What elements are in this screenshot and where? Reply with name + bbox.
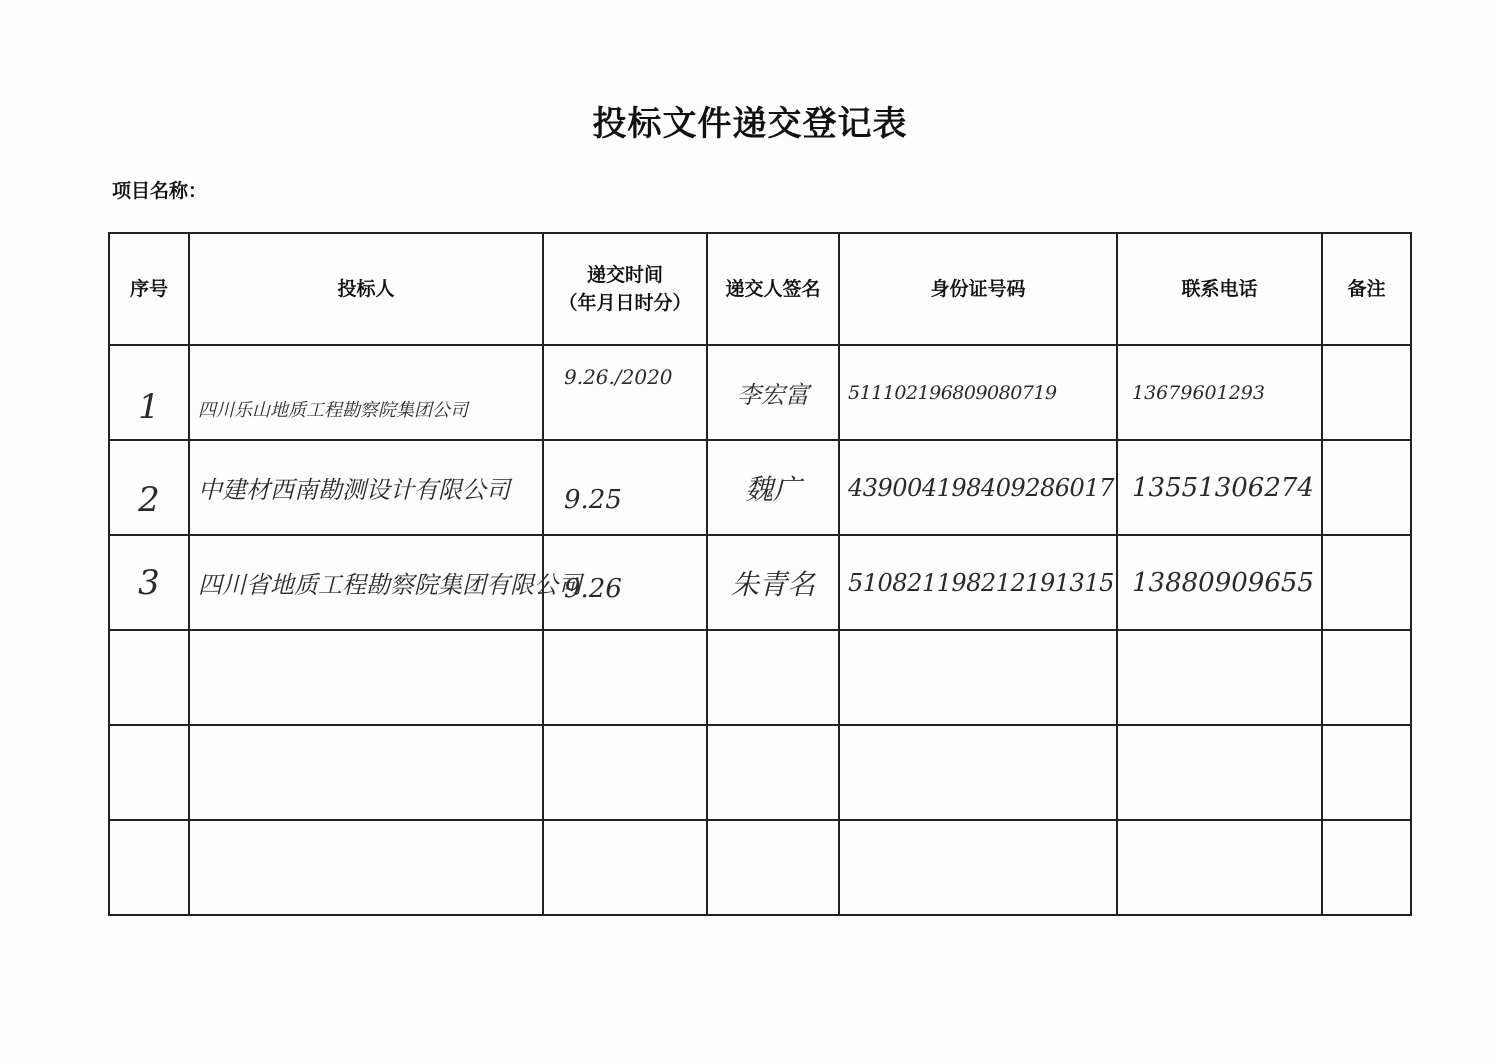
header-id-number: 身份证号码 xyxy=(839,233,1117,345)
cell-id xyxy=(839,440,1117,535)
cell-bidder xyxy=(189,345,543,440)
cell-empty xyxy=(839,725,1117,820)
cell-empty xyxy=(1117,630,1322,725)
cell-empty xyxy=(1322,820,1411,915)
cell-empty xyxy=(707,630,839,725)
header-submit-time-line1: 递交时间 xyxy=(586,264,663,286)
cell-remark xyxy=(1322,440,1411,535)
cell-empty xyxy=(189,630,543,725)
cell-empty xyxy=(189,820,543,915)
cell-phone xyxy=(1117,440,1322,535)
header-seq: 序号 xyxy=(109,233,189,345)
cell-empty xyxy=(543,725,707,820)
bidder-value: 四川省地质工程勘察院集团有限公司 xyxy=(198,571,582,599)
cell-empty xyxy=(543,820,707,915)
cell-seq xyxy=(109,345,189,440)
cell-empty xyxy=(189,725,543,820)
cell-seq xyxy=(109,440,189,535)
header-submit-time xyxy=(543,233,707,345)
cell-empty xyxy=(1117,725,1322,820)
seq-value: 2 xyxy=(138,479,160,520)
cell-empty xyxy=(109,630,189,725)
cell-empty xyxy=(109,725,189,820)
cell-empty xyxy=(707,725,839,820)
bidder-value: 四川乐山地质工程勘察院集团公司 xyxy=(198,399,468,421)
cell-empty xyxy=(109,820,189,915)
cell-empty xyxy=(839,820,1117,915)
cell-empty xyxy=(1322,630,1411,725)
header-submit-time-line2: （年月日时分） xyxy=(558,292,692,314)
table-header-row xyxy=(109,233,1411,345)
registration-table xyxy=(108,232,1412,916)
time-value: 9.26./2020 xyxy=(564,364,673,389)
cell-time xyxy=(543,535,707,630)
id-value: 510821198212191315 xyxy=(848,568,1114,597)
id-value: 439004198409286017 xyxy=(848,473,1114,502)
cell-bidder xyxy=(189,535,582,630)
seq-value: 1 xyxy=(138,386,160,427)
cell-time xyxy=(543,440,707,535)
cell-id xyxy=(839,535,1117,630)
cell-empty xyxy=(839,630,1117,725)
project-name-label: 项目名称： xyxy=(112,180,208,202)
time-value: 9.26 xyxy=(564,573,622,604)
phone-value: 13551306274 xyxy=(1132,472,1314,503)
cell-id xyxy=(839,345,1117,440)
table-row xyxy=(109,345,1411,440)
phone-value: 13679601293 xyxy=(1132,381,1265,404)
cell-signer xyxy=(707,345,839,440)
header-bidder: 投标人 xyxy=(189,233,543,345)
cell-empty xyxy=(1322,725,1411,820)
header-signer: 递交人签名 xyxy=(707,233,839,345)
cell-remark xyxy=(1322,345,1411,440)
cell-seq xyxy=(109,535,189,630)
page-title: 投标文件递交登记表 xyxy=(592,104,908,144)
cell-bidder xyxy=(189,440,543,535)
cell-empty xyxy=(1117,820,1322,915)
table-row-empty xyxy=(109,820,1411,915)
table-row xyxy=(109,535,1411,630)
cell-time xyxy=(543,345,707,440)
cell-phone xyxy=(1117,535,1322,630)
signer-value: 李宏富 xyxy=(737,381,809,409)
seq-value: 3 xyxy=(138,562,160,603)
table-row xyxy=(109,440,1411,535)
cell-signer xyxy=(707,535,839,630)
cell-phone xyxy=(1117,345,1322,440)
cell-remark xyxy=(1322,535,1411,630)
signer-value: 朱青名 xyxy=(730,567,815,601)
bidder-value: 中建材西南勘测设计有限公司 xyxy=(198,476,510,504)
phone-value: 13880909655 xyxy=(1132,567,1314,598)
id-value: 511102196809080719 xyxy=(848,381,1057,404)
table-row-empty xyxy=(109,725,1411,820)
cell-empty xyxy=(543,630,707,725)
cell-empty xyxy=(707,820,839,915)
header-phone: 联系电话 xyxy=(1117,233,1322,345)
table-row-empty xyxy=(109,630,1411,725)
time-value: 9.25 xyxy=(564,484,622,515)
signer-value: 魏广 xyxy=(744,472,801,506)
header-remark: 备注 xyxy=(1322,233,1411,345)
cell-signer xyxy=(707,440,839,535)
